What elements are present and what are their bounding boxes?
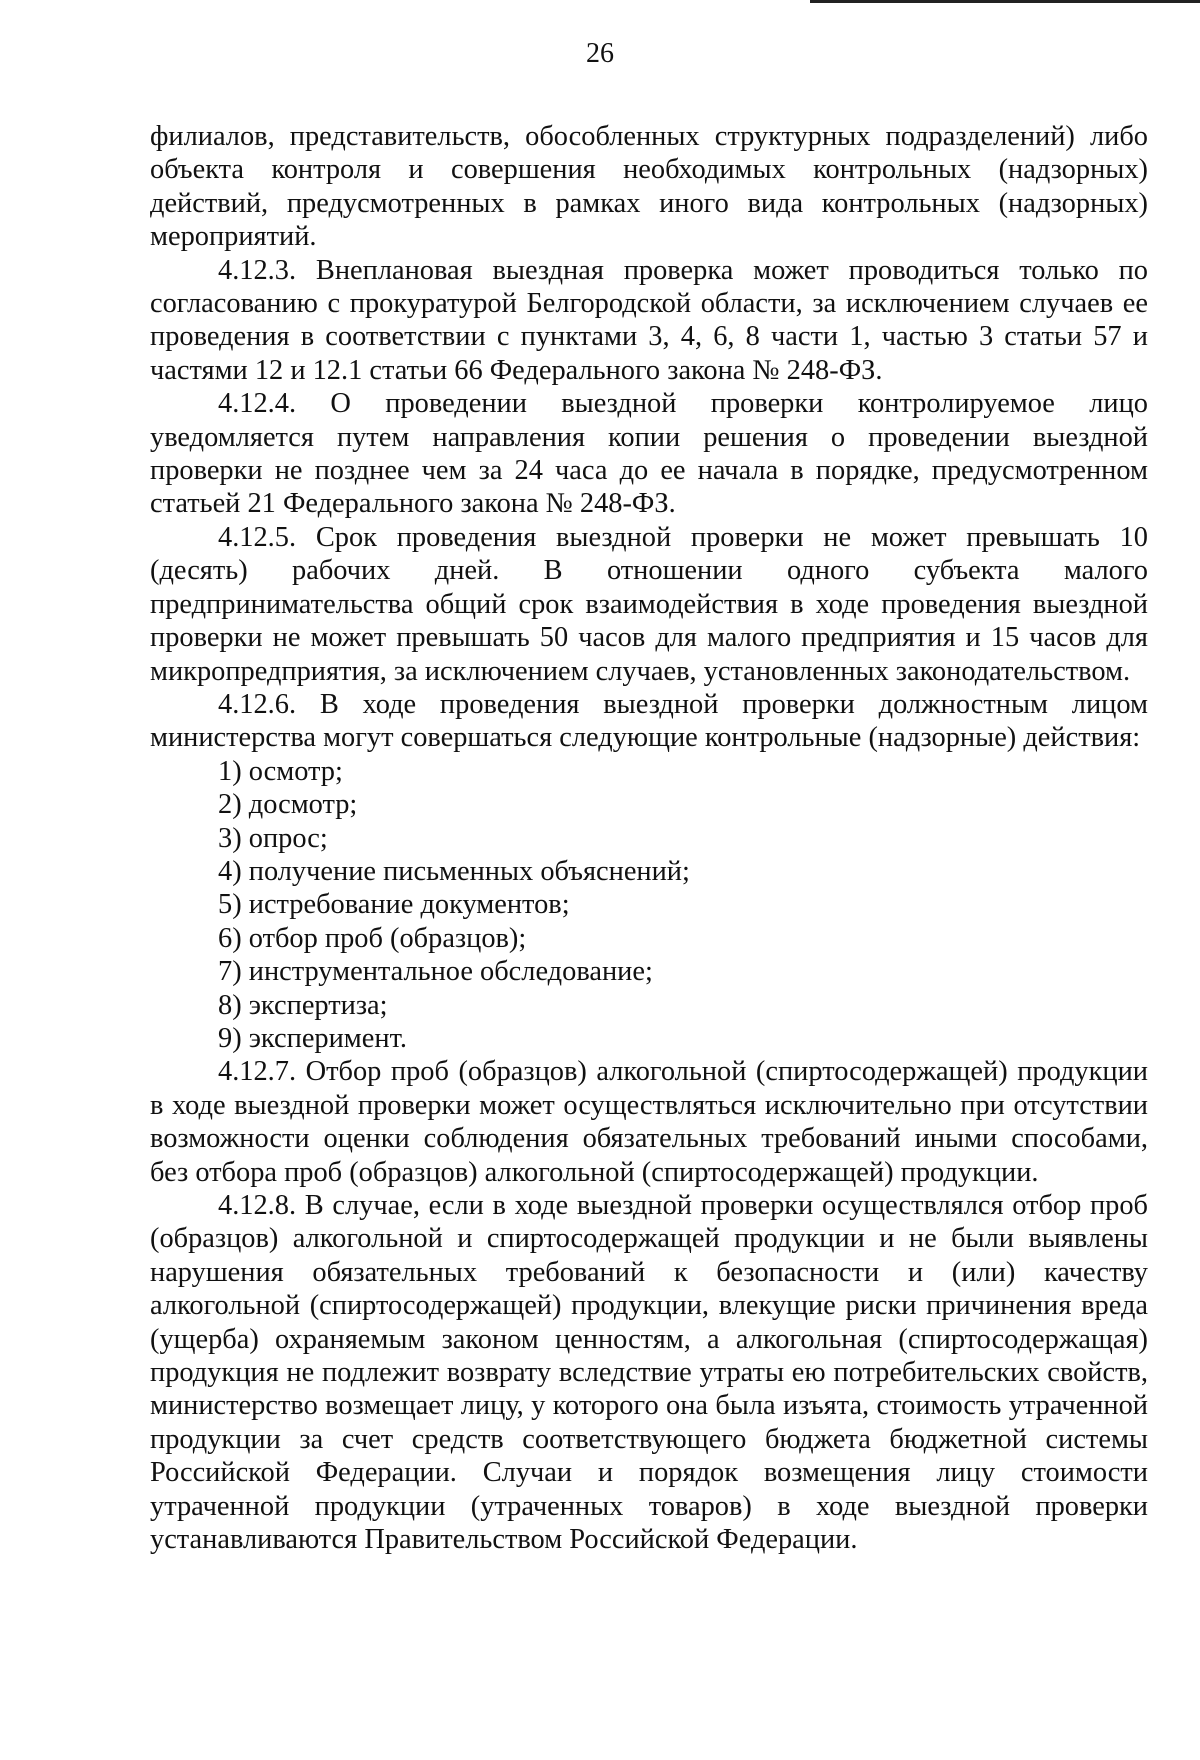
paragraph-4-12-4: 4.12.4. О проведении выездной проверки контролируемое лицо уведомляется путем направления копии решения о проведении выездной проверки не позднее чем за 24 часа до ее начала в порядке, предусмотренном статьей 21 Федерального закона № 248-ФЗ. xyxy=(150,388,1148,520)
list-item: 2) досмотр; xyxy=(218,789,358,821)
scan-edge-line xyxy=(810,0,1200,3)
list-item: 5) истребование документов; xyxy=(218,889,570,921)
paragraph-4-12-7: 4.12.7. Отбор проб (образцов) алкогольной (спиртосодержащей) продукции в ходе выездной проверки может осуществляться исключительно при отсутствии возможности оценки соблюдения обязательных требований иными способами, без отбора проб (образцов) алкогольной (спиртосодержащей) продукции. xyxy=(150,1056,1148,1188)
document-body xyxy=(150,120,1148,1556)
paragraph-4-12-6: 4.12.6. В ходе проведения выездной проверки должностным лицом министерства могут совершаться следующие контрольные (надзорные) действия: xyxy=(150,688,1148,754)
page-number: 26 xyxy=(586,38,614,69)
list-item: 7) инструментальное обследование; xyxy=(218,956,653,988)
list-item: 6) отбор проб (образцов); xyxy=(218,922,527,954)
paragraph-4-12-8: 4.12.8. В случае, если в ходе выездной проверки осуществлялся отбор проб (образцов) алкогольной и спиртосодержащей продукции и не были выявлены нарушения обязательных требований к безопасности и (или) качеству алкогольной (спиртосодержащей) продукции, влекущие риски причинения вреда (ущерба) охраняемым законом ценностям, а алкогольная (спиртосодержащая) продукция не подлежит возврату вследствие утраты ею потребительских свойств, министерство возмещает лицу, у которого она была изъята, стоимость утраченной продукции за счет средств соответствующего бюджета бюджетной системы Российской Федерации. Случаи и порядок возмещения лицу стоимости утраченной продукции (утраченных товаров) в ходе выездной проверки устанавливаются Правительством Российской Федерации. xyxy=(150,1190,1148,1556)
list-item: 8) экспертиза; xyxy=(218,989,388,1021)
paragraph-4-12-3: 4.12.3. Внеплановая выездная проверка может проводиться только по согласованию с прокуратурой Белгородской области, за исключением случаев ее проведения в соответствии с пунктами 3, 4, 6, 8 части 1, частью 3 статьи 57 и частями 12 и 12.1 статьи 66 Федерального закона № 248-ФЗ. xyxy=(150,254,1148,386)
list-item: 1) осмотр; xyxy=(218,755,343,787)
paragraph-continuation: филиалов, представительств, обособленных структурных подразделений) либо объекта контроля и совершения необходимых контрольных (надзорных) действий, предусмотренных в рамках иного вида контрольных (надзорных) мероприятий. xyxy=(150,121,1148,253)
list-item: 4) получение письменных объяснений; xyxy=(218,855,690,887)
control-actions-list xyxy=(150,755,1148,1056)
list-item: 9) эксперимент. xyxy=(218,1022,407,1054)
paragraph-4-12-5: 4.12.5. Срок проведения выездной проверки не может превышать 10 (десять) рабочих дней. В отношении одного субъекта малого предпринимательства общий срок взаимодействия в ходе проведения выездной проверки не может превышать 50 часов для малого предприятия и 15 часов для микропредприятия, за исключением случаев, установленных законодательством. xyxy=(150,521,1148,687)
list-item: 3) опрос; xyxy=(218,822,328,854)
